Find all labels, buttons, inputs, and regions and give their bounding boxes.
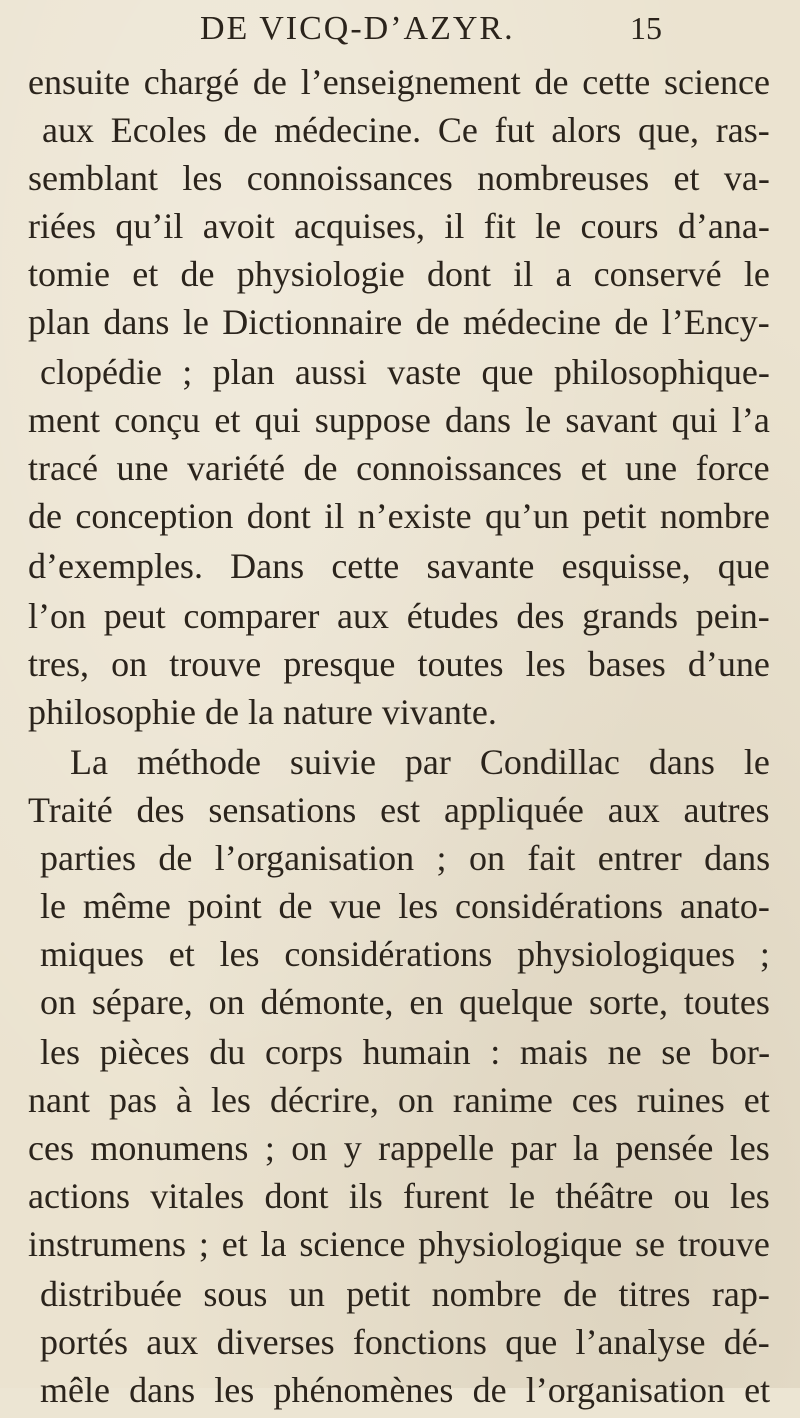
text-line: Traité des sensations est appliquée aux autres <box>28 790 770 830</box>
text-line: les pièces du corps humain : mais ne se bor- <box>40 1032 771 1072</box>
text-line: on sépare, on démonte, en quelque sorte, toutes <box>40 982 770 1022</box>
text-line: miques et les considérations physiologiques ; <box>40 934 770 974</box>
text-line: La méthode suivie par Condillac dans le <box>70 742 770 782</box>
page-number: 15 <box>630 10 662 46</box>
text-line: clopédie ; plan aussi vaste que philosophique- <box>40 352 770 392</box>
text-line: d’exemples. Dans cette savante esquisse, que <box>28 546 770 586</box>
text-line: philosophie de la nature vivante. <box>28 692 497 732</box>
text-line: semblant les connoissances nombreuses et va- <box>28 158 770 198</box>
text-line: tres, on trouve presque toutes les bases d’une <box>28 644 770 684</box>
text-line: distribuée sous un petit nombre de titres rap- <box>40 1274 770 1314</box>
text-line: ment conçu et qui suppose dans le savant qui l’a <box>28 400 770 440</box>
text-line: de conception dont il n’existe qu’un petit nombre <box>28 496 770 536</box>
text-line: nant pas à les décrire, on ranime ces ruines et <box>28 1080 770 1120</box>
text-line: aux Ecoles de médecine. Ce fut alors que, ras- <box>42 110 770 150</box>
page-header <box>0 8 800 52</box>
text-line: plan dans le Dictionnaire de médecine de l’Ency- <box>28 302 770 342</box>
text-line: riées qu’il avoit acquises, il fit le cours d’ana- <box>28 206 770 246</box>
text-line: instrumens ; et la science physiologique se trouve <box>28 1224 770 1264</box>
text-line: tracé une variété de connoissances et une force <box>28 448 770 488</box>
text-line: ensuite chargé de l’enseignement de cette science <box>28 62 770 102</box>
running-head: DE VICQ-D’AZYR. <box>200 10 515 47</box>
text-line: actions vitales dont ils furent le théâtre ou les <box>28 1176 770 1216</box>
text-line: tomie et de physiologie dont il a conservé le <box>28 254 770 294</box>
text-line: l’on peut comparer aux études des grands pein- <box>28 596 770 636</box>
text-line: le même point de vue les considérations anato- <box>40 886 770 926</box>
text-line: portés aux diverses fonctions que l’analyse dé- <box>40 1322 770 1362</box>
text-line: mêle dans les phénomènes de l’organisation et <box>40 1370 771 1410</box>
text-line: ces monumens ; on y rappelle par la pensée les <box>28 1128 770 1168</box>
text-line: parties de l’organisation ; on fait entrer dans <box>40 838 771 878</box>
